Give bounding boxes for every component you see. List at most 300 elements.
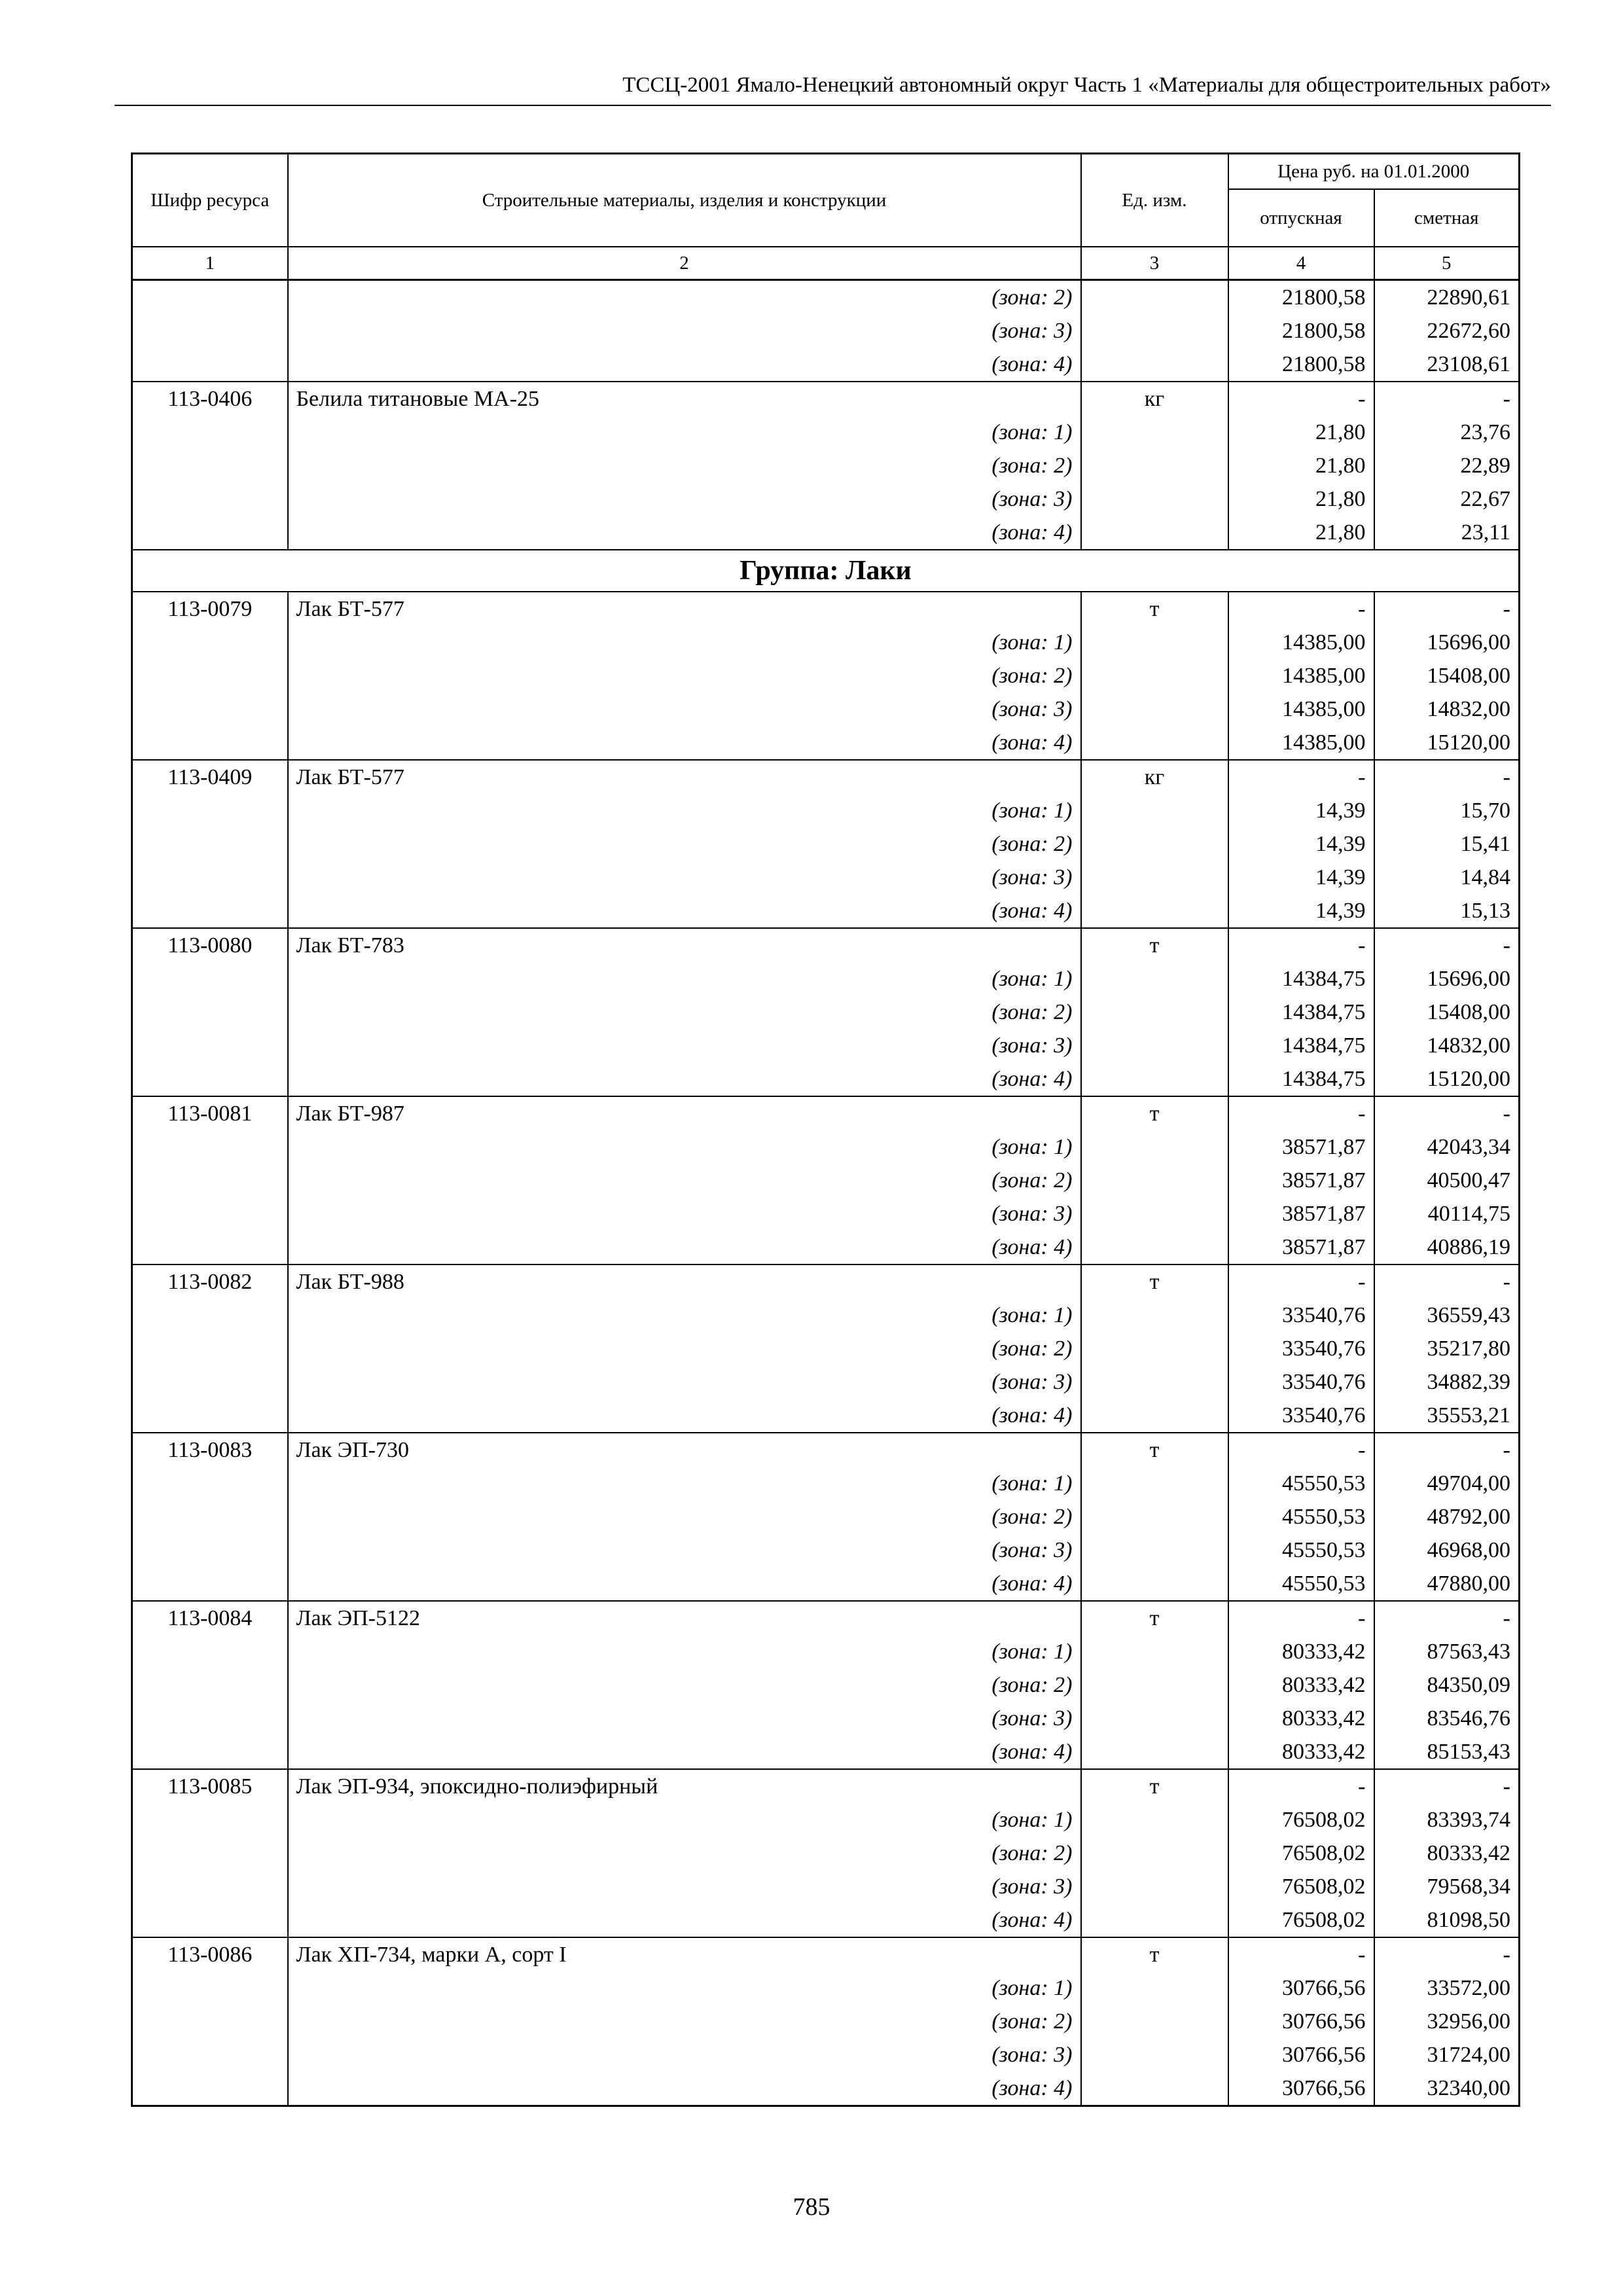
zone-label: (зона: 3) <box>288 314 1081 348</box>
item-row <box>132 1601 1520 1635</box>
zone-row <box>132 1029 1520 1062</box>
col-number: 1 <box>132 247 288 280</box>
zone-row <box>132 280 1520 315</box>
price-release: 14,39 <box>1228 861 1374 894</box>
unit-cell <box>1081 962 1228 996</box>
price-release: - <box>1228 1433 1374 1467</box>
price-release: 38571,87 <box>1228 1130 1374 1164</box>
zone-row <box>132 1635 1520 1668</box>
zone-label: (зона: 1) <box>288 1130 1081 1164</box>
zone-label: (зона: 3) <box>288 1365 1081 1399</box>
resource-code: 113-0409 <box>132 760 288 794</box>
price-release: 14384,75 <box>1228 996 1374 1029</box>
unit-cell <box>1081 1702 1228 1735</box>
material-name: Лак ЭП-730 <box>288 1433 1081 1467</box>
material-name: Лак БТ-783 <box>288 928 1081 962</box>
price-estimate: - <box>1374 1937 1520 1971</box>
zone-row <box>132 1870 1520 1903</box>
price-release: 14384,75 <box>1228 1062 1374 1096</box>
resource-code: 113-0082 <box>132 1265 288 1299</box>
item-row <box>132 1265 1520 1299</box>
unit-cell <box>1081 894 1228 928</box>
price-release: 33540,76 <box>1228 1399 1374 1433</box>
unit-cell <box>1081 726 1228 760</box>
price-estimate: 34882,39 <box>1374 1365 1520 1399</box>
price-release: 30766,56 <box>1228 2038 1374 2072</box>
price-estimate: 47880,00 <box>1374 1567 1520 1601</box>
price-release: 80333,42 <box>1228 1735 1374 1769</box>
item-row <box>132 1433 1520 1467</box>
unit-cell <box>1081 1130 1228 1164</box>
zone-label: (зона: 4) <box>288 1735 1081 1769</box>
zone-label: (зона: 2) <box>288 996 1081 1029</box>
price-estimate: 83546,76 <box>1374 1702 1520 1735</box>
code-cell <box>132 1702 288 1735</box>
resource-code: 113-0079 <box>132 592 288 626</box>
price-estimate: - <box>1374 928 1520 962</box>
zone-label: (зона: 4) <box>288 1399 1081 1433</box>
price-estimate: 14,84 <box>1374 861 1520 894</box>
zone-label: (зона: 4) <box>288 1903 1081 1937</box>
zone-label: (зона: 2) <box>288 659 1081 692</box>
price-estimate: 15120,00 <box>1374 1062 1520 1096</box>
resource-code: 113-0083 <box>132 1433 288 1467</box>
price-release: 21,80 <box>1228 516 1374 550</box>
price-estimate: 15696,00 <box>1374 962 1520 996</box>
zone-label: (зона: 2) <box>288 1164 1081 1197</box>
unit-cell <box>1081 280 1228 315</box>
code-cell <box>132 1029 288 1062</box>
price-estimate: 23108,61 <box>1374 348 1520 382</box>
price-estimate: 42043,34 <box>1374 1130 1520 1164</box>
price-estimate: 15,13 <box>1374 894 1520 928</box>
price-release: - <box>1228 1601 1374 1635</box>
code-cell <box>132 1870 288 1903</box>
price-release: 45550,53 <box>1228 1567 1374 1601</box>
material-name: Лак БТ-577 <box>288 592 1081 626</box>
code-cell <box>132 1971 288 2005</box>
zone-label: (зона: 3) <box>288 861 1081 894</box>
material-name: Лак БТ-577 <box>288 760 1081 794</box>
price-estimate: - <box>1374 592 1520 626</box>
code-cell <box>132 1837 288 1870</box>
unit-cell <box>1081 1534 1228 1567</box>
price-release: 33540,76 <box>1228 1299 1374 1332</box>
price-estimate: 49704,00 <box>1374 1467 1520 1500</box>
zone-row <box>132 516 1520 550</box>
price-estimate: 87563,43 <box>1374 1635 1520 1668</box>
code-cell <box>132 894 288 928</box>
price-estimate: - <box>1374 1433 1520 1467</box>
price-release: 14384,75 <box>1228 962 1374 996</box>
unit-cell <box>1081 996 1228 1029</box>
zone-row <box>132 449 1520 482</box>
zone-label: (зона: 3) <box>288 482 1081 516</box>
unit-cell <box>1081 659 1228 692</box>
zone-row <box>132 1500 1520 1534</box>
zone-row <box>132 1197 1520 1230</box>
code-cell <box>132 1197 288 1230</box>
zone-row <box>132 348 1520 382</box>
price-release: 80333,42 <box>1228 1635 1374 1668</box>
unit-cell <box>1081 1903 1228 1937</box>
table-header <box>132 154 1520 280</box>
code-cell <box>132 1332 288 1365</box>
price-release: - <box>1228 760 1374 794</box>
price-release: - <box>1228 382 1374 416</box>
unit-cell: т <box>1081 1433 1228 1467</box>
unit-cell: т <box>1081 1096 1228 1130</box>
zone-row <box>132 827 1520 861</box>
price-estimate: 14832,00 <box>1374 692 1520 726</box>
price-estimate: 40500,47 <box>1374 1164 1520 1197</box>
zone-row <box>132 861 1520 894</box>
col-number: 3 <box>1081 247 1228 280</box>
unit-cell <box>1081 314 1228 348</box>
unit-cell <box>1081 827 1228 861</box>
price-release: 76508,02 <box>1228 1837 1374 1870</box>
zone-label: (зона: 4) <box>288 2072 1081 2106</box>
unit-cell <box>1081 1735 1228 1769</box>
unit-cell <box>1081 416 1228 449</box>
zone-row <box>132 894 1520 928</box>
code-cell <box>132 348 288 382</box>
resource-code: 113-0086 <box>132 1937 288 1971</box>
unit-cell <box>1081 1164 1228 1197</box>
unit-cell <box>1081 1500 1228 1534</box>
price-estimate: 31724,00 <box>1374 2038 1520 2072</box>
code-cell <box>132 1500 288 1534</box>
zone-row <box>132 726 1520 760</box>
code-cell <box>132 996 288 1029</box>
zone-label: (зона: 4) <box>288 726 1081 760</box>
material-name: Лак БТ-988 <box>288 1265 1081 1299</box>
price-table <box>131 152 1520 2107</box>
price-estimate: 81098,50 <box>1374 1903 1520 1937</box>
header-name: Строительные материалы, изделия и конструкции <box>288 154 1081 247</box>
zone-label: (зона: 2) <box>288 2005 1081 2038</box>
material-name: Лак ХП-734, марки А, сорт I <box>288 1937 1081 1971</box>
zone-label: (зона: 1) <box>288 1299 1081 1332</box>
item-row <box>132 760 1520 794</box>
code-cell <box>132 626 288 659</box>
unit-cell <box>1081 1365 1228 1399</box>
price-release: 80333,42 <box>1228 1702 1374 1735</box>
unit-cell <box>1081 1668 1228 1702</box>
zone-row <box>132 1534 1520 1567</box>
zone-label: (зона: 3) <box>288 692 1081 726</box>
code-cell <box>132 659 288 692</box>
code-cell <box>132 827 288 861</box>
unit-cell <box>1081 1332 1228 1365</box>
unit-cell: т <box>1081 1937 1228 1971</box>
price-release: 21,80 <box>1228 416 1374 449</box>
unit-cell <box>1081 449 1228 482</box>
price-release: 30766,56 <box>1228 2072 1374 2106</box>
zone-label: (зона: 1) <box>288 962 1081 996</box>
unit-cell <box>1081 626 1228 659</box>
header-price-group: Цена руб. на 01.01.2000 <box>1228 154 1520 190</box>
zone-row <box>132 1903 1520 1937</box>
zone-label: (зона: 2) <box>288 449 1081 482</box>
price-estimate: - <box>1374 760 1520 794</box>
unit-cell <box>1081 1837 1228 1870</box>
price-release: 14,39 <box>1228 827 1374 861</box>
code-cell <box>132 1534 288 1567</box>
zone-label: (зона: 1) <box>288 416 1081 449</box>
unit-cell: т <box>1081 1601 1228 1635</box>
unit-cell <box>1081 516 1228 550</box>
price-release: 21800,58 <box>1228 348 1374 382</box>
unit-cell <box>1081 2038 1228 2072</box>
item-row <box>132 382 1520 416</box>
resource-code: 113-0081 <box>132 1096 288 1130</box>
price-release: 14,39 <box>1228 894 1374 928</box>
code-cell <box>132 516 288 550</box>
code-cell <box>132 1635 288 1668</box>
code-cell <box>132 2072 288 2106</box>
header-code: Шифр ресурса <box>132 154 288 247</box>
price-release: 21800,58 <box>1228 280 1374 315</box>
unit-cell <box>1081 482 1228 516</box>
item-row <box>132 1937 1520 1971</box>
price-estimate: 46968,00 <box>1374 1534 1520 1567</box>
price-estimate: 40114,75 <box>1374 1197 1520 1230</box>
zone-row <box>132 794 1520 827</box>
price-estimate: 33572,00 <box>1374 1971 1520 2005</box>
price-estimate: 15,70 <box>1374 794 1520 827</box>
material-name: Лак ЭП-934, эпоксидно-полиэфирный <box>288 1769 1081 1803</box>
zone-row <box>132 314 1520 348</box>
price-estimate: 22,67 <box>1374 482 1520 516</box>
price-release: 14385,00 <box>1228 659 1374 692</box>
zone-label: (зона: 4) <box>288 1567 1081 1601</box>
unit-cell <box>1081 1399 1228 1433</box>
price-estimate: 22890,61 <box>1374 280 1520 315</box>
zone-row <box>132 659 1520 692</box>
zone-row <box>132 1971 1520 2005</box>
code-cell <box>132 1467 288 1500</box>
price-estimate: 48792,00 <box>1374 1500 1520 1534</box>
zone-label: (зона: 4) <box>288 516 1081 550</box>
price-estimate: 84350,09 <box>1374 1668 1520 1702</box>
zone-label: (зона: 3) <box>288 1702 1081 1735</box>
price-release: - <box>1228 928 1374 962</box>
zone-row <box>132 416 1520 449</box>
zone-row <box>132 1735 1520 1769</box>
price-release: - <box>1228 1769 1374 1803</box>
unit-cell <box>1081 2005 1228 2038</box>
price-estimate: 83393,74 <box>1374 1803 1520 1837</box>
zone-label: (зона: 1) <box>288 626 1081 659</box>
price-release: 45550,53 <box>1228 1534 1374 1567</box>
price-release: 38571,87 <box>1228 1164 1374 1197</box>
unit-cell <box>1081 1197 1228 1230</box>
zone-row <box>132 1467 1520 1500</box>
col-number: 4 <box>1228 247 1374 280</box>
price-estimate: - <box>1374 382 1520 416</box>
price-estimate: - <box>1374 1769 1520 1803</box>
zone-label: (зона: 3) <box>288 1870 1081 1903</box>
unit-cell <box>1081 1467 1228 1500</box>
table-body <box>132 280 1520 2106</box>
zone-label: (зона: 1) <box>288 1635 1081 1668</box>
unit-cell <box>1081 692 1228 726</box>
unit-cell: т <box>1081 1769 1228 1803</box>
code-cell <box>132 1130 288 1164</box>
zone-label: (зона: 2) <box>288 1332 1081 1365</box>
zone-label: (зона: 2) <box>288 1668 1081 1702</box>
material-name: Белила титановые МА-25 <box>288 382 1081 416</box>
zone-row <box>132 1332 1520 1365</box>
resource-code: 113-0084 <box>132 1601 288 1635</box>
zone-label: (зона: 2) <box>288 280 1081 315</box>
group-row <box>132 550 1520 592</box>
code-cell <box>132 1903 288 1937</box>
code-cell <box>132 1668 288 1702</box>
price-estimate: 15,41 <box>1374 827 1520 861</box>
price-estimate: 23,11 <box>1374 516 1520 550</box>
zone-row <box>132 962 1520 996</box>
unit-cell <box>1081 1803 1228 1837</box>
unit-cell <box>1081 1230 1228 1265</box>
price-estimate: 85153,43 <box>1374 1735 1520 1769</box>
zone-label: (зона: 3) <box>288 1197 1081 1230</box>
code-cell <box>132 1299 288 1332</box>
zone-row <box>132 1062 1520 1096</box>
price-release: 45550,53 <box>1228 1467 1374 1500</box>
zone-label: (зона: 1) <box>288 1803 1081 1837</box>
zone-label: (зона: 4) <box>288 1062 1081 1096</box>
code-cell <box>132 1365 288 1399</box>
zone-row <box>132 2038 1520 2072</box>
zone-label: (зона: 2) <box>288 1837 1081 1870</box>
zone-row <box>132 1164 1520 1197</box>
price-estimate: - <box>1374 1601 1520 1635</box>
header-unit: Ед. изм. <box>1081 154 1228 247</box>
header-price-estimate: сметная <box>1374 189 1520 247</box>
zone-row <box>132 692 1520 726</box>
code-cell <box>132 962 288 996</box>
col-number: 2 <box>288 247 1081 280</box>
zone-row <box>132 996 1520 1029</box>
price-release: - <box>1228 592 1374 626</box>
price-estimate: 15408,00 <box>1374 659 1520 692</box>
running-header: ТССЦ-2001 Ямало-Ненецкий автономный округ Часть 1 «Материалы для общестроительных работ» <box>115 71 1551 106</box>
price-estimate: 22,89 <box>1374 449 1520 482</box>
zone-row <box>132 1299 1520 1332</box>
zone-row <box>132 482 1520 516</box>
zone-label: (зона: 2) <box>288 1500 1081 1534</box>
code-cell <box>132 2005 288 2038</box>
unit-cell <box>1081 1062 1228 1096</box>
material-name: Лак ЭП-5122 <box>288 1601 1081 1635</box>
code-cell <box>132 482 288 516</box>
price-release: 33540,76 <box>1228 1332 1374 1365</box>
unit-cell <box>1081 2072 1228 2106</box>
code-cell <box>132 2038 288 2072</box>
unit-cell <box>1081 1029 1228 1062</box>
price-release: 21,80 <box>1228 449 1374 482</box>
code-cell <box>132 1062 288 1096</box>
price-release: 38571,87 <box>1228 1230 1374 1265</box>
price-estimate: - <box>1374 1096 1520 1130</box>
zone-row <box>132 2072 1520 2106</box>
zone-row <box>132 1130 1520 1164</box>
price-release: 14384,75 <box>1228 1029 1374 1062</box>
resource-code: 113-0406 <box>132 382 288 416</box>
zone-label: (зона: 2) <box>288 827 1081 861</box>
unit-cell <box>1081 1870 1228 1903</box>
code-cell <box>132 449 288 482</box>
price-estimate: 32340,00 <box>1374 2072 1520 2106</box>
zone-label: (зона: 4) <box>288 1230 1081 1265</box>
unit-cell: кг <box>1081 382 1228 416</box>
price-estimate: 15696,00 <box>1374 626 1520 659</box>
unit-cell: кг <box>1081 760 1228 794</box>
price-release: 30766,56 <box>1228 2005 1374 2038</box>
price-estimate: 40886,19 <box>1374 1230 1520 1265</box>
unit-cell <box>1081 861 1228 894</box>
price-estimate: 15408,00 <box>1374 996 1520 1029</box>
zone-label: (зона: 1) <box>288 1971 1081 2005</box>
group-title: Группа: Лаки <box>132 550 1520 592</box>
zone-label: (зона: 3) <box>288 1029 1081 1062</box>
material-name: Лак БТ-987 <box>288 1096 1081 1130</box>
price-estimate: 15120,00 <box>1374 726 1520 760</box>
unit-cell <box>1081 1299 1228 1332</box>
price-release: - <box>1228 1937 1374 1971</box>
code-cell <box>132 1567 288 1601</box>
code-cell <box>132 861 288 894</box>
zone-row <box>132 1668 1520 1702</box>
price-release: 21,80 <box>1228 482 1374 516</box>
price-release: 33540,76 <box>1228 1365 1374 1399</box>
price-estimate: 32956,00 <box>1374 2005 1520 2038</box>
price-estimate: 36559,43 <box>1374 1299 1520 1332</box>
zone-row <box>132 1837 1520 1870</box>
item-row <box>132 1769 1520 1803</box>
price-release: 30766,56 <box>1228 1971 1374 2005</box>
price-estimate: 35217,80 <box>1374 1332 1520 1365</box>
price-release: 76508,02 <box>1228 1803 1374 1837</box>
zone-row <box>132 1803 1520 1837</box>
price-estimate: 22672,60 <box>1374 314 1520 348</box>
price-estimate: 23,76 <box>1374 416 1520 449</box>
item-row <box>132 1096 1520 1130</box>
zone-label: (зона: 1) <box>288 1467 1081 1500</box>
header-price-release: отпускная <box>1228 189 1374 247</box>
code-cell <box>132 1735 288 1769</box>
code-cell <box>132 794 288 827</box>
price-release: 14385,00 <box>1228 726 1374 760</box>
resource-code: 113-0085 <box>132 1769 288 1803</box>
zone-row <box>132 1230 1520 1265</box>
code-cell <box>132 1399 288 1433</box>
zone-row <box>132 1399 1520 1433</box>
price-release: 14385,00 <box>1228 692 1374 726</box>
zone-label: (зона: 3) <box>288 1534 1081 1567</box>
price-estimate: 79568,34 <box>1374 1870 1520 1903</box>
zone-row <box>132 1365 1520 1399</box>
unit-cell: т <box>1081 928 1228 962</box>
page-number: 785 <box>793 2193 830 2221</box>
unit-cell: т <box>1081 1265 1228 1299</box>
code-cell <box>132 416 288 449</box>
price-release: 76508,02 <box>1228 1870 1374 1903</box>
zone-row <box>132 626 1520 659</box>
price-release: - <box>1228 1265 1374 1299</box>
